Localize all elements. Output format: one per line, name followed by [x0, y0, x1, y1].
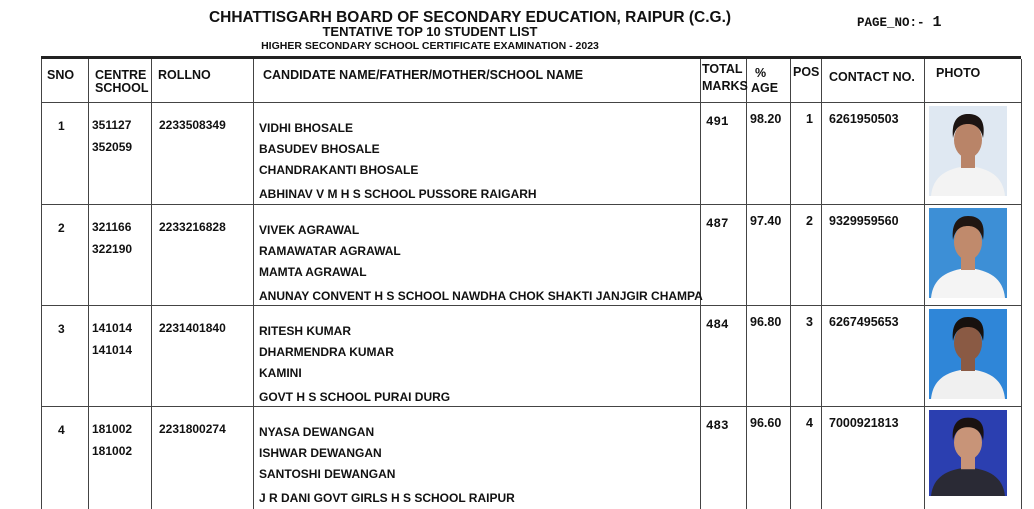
row-percentage: 96.60	[750, 416, 782, 430]
row-contact-no: 7000921813	[829, 416, 899, 430]
row-contact-no: 9329959560	[829, 214, 899, 228]
row-mother-name: CHANDRAKANTI BHOSALE	[259, 163, 419, 177]
row-position: 3	[806, 315, 813, 329]
row-student-photo	[929, 106, 1007, 196]
person-silhouette-icon	[929, 410, 1007, 496]
col-centre	[95, 69, 148, 95]
list-title: TENTATIVE TOP 10 STUDENT LIST	[322, 24, 538, 39]
row-total-marks: 484	[706, 318, 729, 332]
page-number: 1	[932, 14, 942, 31]
row-sno: 3	[58, 322, 65, 336]
row-percentage: 98.20	[750, 112, 782, 126]
row-rollno: 2233508349	[159, 118, 226, 132]
col-centre-line2: SCHOOL	[95, 81, 149, 95]
row-rollno: 2231800274	[159, 422, 226, 436]
row-mother-name: SANTOSHI DEWANGAN	[259, 467, 396, 481]
col-contact: CONTACT NO.	[829, 70, 915, 84]
col-sno: SNO	[47, 68, 75, 82]
row-mother-name: MAMTA AGRAWAL	[259, 265, 367, 279]
row-centre-code: 351127	[92, 118, 132, 132]
row-mother-name: KAMINI	[259, 366, 302, 380]
row-father-name: ISHWAR DEWANGAN	[259, 446, 382, 460]
row-centre-code: 181002	[92, 422, 133, 436]
person-silhouette-icon	[929, 106, 1007, 196]
row-candidate-name: VIDHI BHOSALE	[259, 121, 354, 135]
col-total-line1: TOTAL	[702, 62, 743, 76]
row-student-photo	[929, 410, 1007, 496]
row-school-name: J R DANI GOVT GIRLS H S SCHOOL RAIPUR	[259, 491, 515, 505]
row-candidate-name: NYASA DEWANGAN	[259, 425, 375, 439]
row-total-marks: 483	[706, 419, 729, 433]
row-position: 2	[806, 214, 813, 228]
row-centre-code: 321166	[92, 220, 132, 234]
row-father-name: BASUDEV BHOSALE	[259, 142, 380, 156]
row-student-photo	[929, 309, 1007, 399]
row-percentage: 97.40	[750, 214, 782, 228]
col-percent	[751, 67, 778, 95]
row-school-code: 141014	[92, 343, 133, 357]
row-school-code: 322190	[92, 242, 133, 256]
col-percent-line1: %	[755, 66, 767, 80]
row-total-marks: 487	[706, 217, 729, 231]
row-school-code: 181002	[92, 444, 133, 458]
board-title: CHHATTISGARH BOARD OF SECONDARY EDUCATION, RAIPUR (C.G.)	[208, 9, 732, 26]
student-table	[41, 56, 1021, 509]
row-contact-no: 6261950503	[829, 112, 899, 126]
person-silhouette-icon	[929, 208, 1007, 298]
row-centre-code: 141014	[92, 321, 133, 335]
page-label: PAGE_NO:-	[857, 16, 925, 30]
row-student-photo	[929, 208, 1007, 298]
col-percent-line2: AGE	[751, 81, 779, 95]
row-rollno: 2233216828	[159, 220, 226, 234]
row-father-name: RAMAWATAR AGRAWAL	[259, 244, 401, 258]
row-candidate-name: RITESH KUMAR	[259, 324, 351, 338]
row-candidate-name: VIVEK AGRAWAL	[259, 223, 360, 237]
col-total-line2: MARKS	[702, 79, 748, 93]
row-total-marks: 491	[706, 115, 729, 129]
row-school-name: ABHINAV V M H S SCHOOL PUSSORE RAIGARH	[259, 187, 537, 201]
col-total	[702, 63, 748, 93]
row-school-code: 352059	[92, 140, 133, 154]
page-number-label	[857, 14, 942, 31]
row-school-name: GOVT H S SCHOOL PURAI DURG	[259, 390, 451, 404]
row-father-name: DHARMENDRA KUMAR	[259, 345, 394, 359]
row-rollno: 2231401840	[159, 321, 226, 335]
row-contact-no: 6267495653	[829, 315, 899, 329]
row-school-name: ANUNAY CONVENT H S SCHOOL NAWDHA CHOK SHAKTI JANJGIR CHAMPA	[259, 289, 703, 303]
col-centre-line1: CENTRE	[95, 68, 147, 82]
row-percentage: 96.80	[750, 315, 782, 329]
col-candidate: CANDIDATE NAME/FATHER/MOTHER/SCHOOL NAME	[263, 68, 584, 82]
col-photo: PHOTO	[936, 66, 981, 80]
row-sno: 1	[58, 119, 65, 133]
row-sno: 2	[58, 221, 65, 235]
col-rollno: ROLLNO	[158, 68, 211, 82]
row-position: 4	[806, 416, 813, 430]
person-silhouette-icon	[929, 309, 1007, 399]
row-sno: 4	[58, 423, 65, 437]
col-pos: POS	[793, 65, 820, 79]
exam-title: HIGHER SECONDARY SCHOOL CERTIFICATE EXAMINATION - 2023	[261, 40, 599, 52]
row-position: 1	[806, 112, 813, 126]
